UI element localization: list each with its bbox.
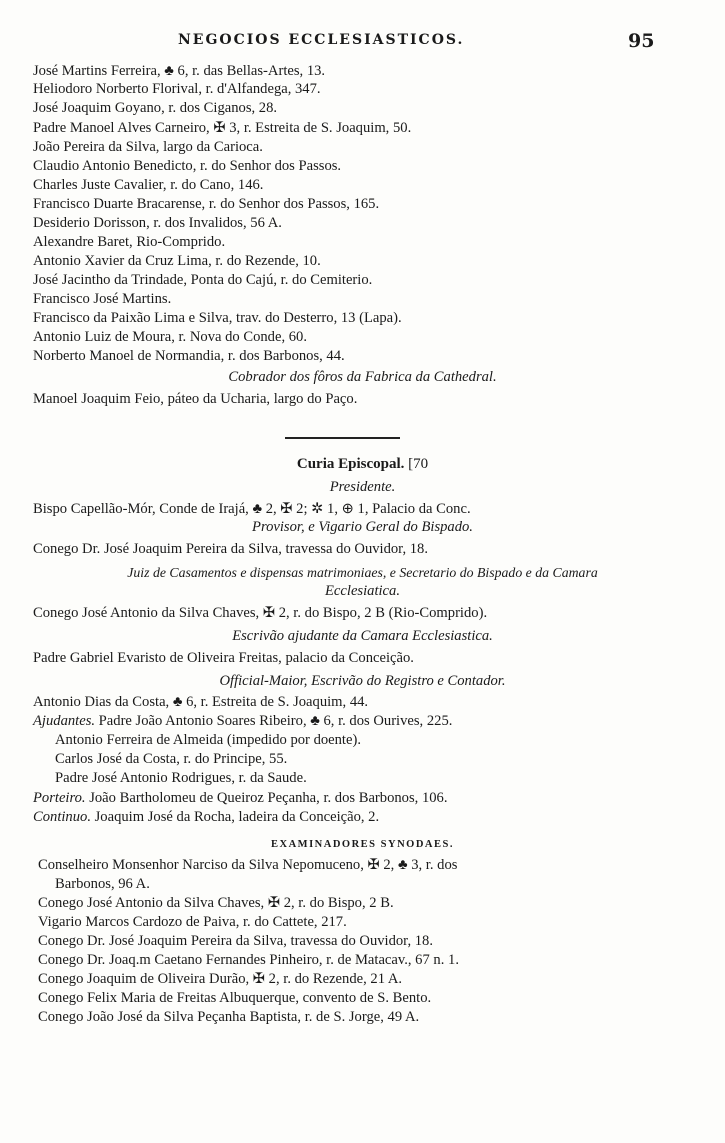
list-item: Antonio Luiz de Moura, r. Nova do Conde, 60. (33, 329, 307, 345)
running-head (0, 32, 725, 54)
list-item: José Martins Ferreira, ♣ 6, r. das Bellas-Artes, 13. (33, 63, 326, 79)
list-item: Francisco da Paixão Lima e Silva, trav. do Desterro, 13 (Lapa). (33, 310, 402, 326)
list-item: Bispo Capellão-Mór, Conde de Irajá, ♣ 2, ✠ 2; ✲ 1, ⊕ 1, Palacio da Conc. (33, 501, 471, 517)
list-item (33, 712, 452, 730)
page-number: 95 (628, 30, 655, 52)
list-item: Vigario Marcos Cardozo de Paiva, r. do Cattete, 217. (38, 914, 347, 930)
role-heading: Ecclesiatica. (325, 583, 400, 599)
list-item: Desiderio Dorisson, r. dos Invalidos, 56 A. (33, 215, 282, 231)
list-item: Conselheiro Monsenhor Narciso da Silva Nepomuceno, ✠ 2, ♣ 3, r. dos (38, 857, 458, 873)
section-heading: EXAMINADORES SYNODAES. (271, 839, 454, 850)
list-item: José Jacintho da Trindade, Ponta do Cajú, r. do Cemiterio. (33, 272, 373, 288)
section-heading (0, 455, 725, 473)
role-heading: Provisor, e Vigario Geral do Bispado. (252, 519, 473, 535)
list-item: Conego José Antonio da Silva Chaves, ✠ 2, r. do Bispo, 2 B. (38, 895, 394, 911)
list-item: Antonio Xavier da Cruz Lima, r. do Rezende, 10. (33, 253, 321, 269)
list-item: Carlos José da Costa, r. do Principe, 55. (55, 751, 288, 767)
entry-label: Continuo. (33, 809, 91, 825)
list-item: José Joaquim Goyano, r. dos Ciganos, 28. (33, 100, 278, 116)
list-item: João Pereira da Silva, largo da Carioca. (33, 139, 263, 155)
list-item (33, 808, 379, 826)
list-item: Francisco José Martins. (33, 291, 172, 307)
role-heading: Presidente. (329, 479, 396, 495)
list-item: Barbonos, 96 A. (55, 876, 150, 892)
entry-text: Joaquim José da Rocha, ladeira da Conceição, 2. (90, 809, 380, 825)
list-item: Antonio Dias da Costa, ♣ 6, r. Estreita de S. Joaquim, 44. (33, 694, 369, 710)
curia-heading: Curia Episcopal. (296, 456, 405, 472)
curia-count: [70 (408, 456, 429, 472)
list-item: Conego Dr. Joaq.m Caetano Fernandes Pinheiro, r. de Matacav., 67 n. 1. (38, 952, 459, 968)
entry-text: Padre João Antonio Soares Ribeiro, ♣ 6, r. dos Ourives, 225. (95, 713, 453, 729)
role-heading: Escrivão ajudante da Camara Ecclesiastica. (232, 628, 493, 644)
list-item: Conego João José da Silva Peçanha Baptista, r. de S. Jorge, 49 A. (38, 1009, 420, 1025)
list-item: Padre Gabriel Evaristo de Oliveira Freitas, palacio da Conceição. (33, 650, 414, 666)
entry-label: Ajudantes. (33, 713, 96, 729)
list-item: Padre Manoel Alves Carneiro, ✠ 3, r. Estreita de S. Joaquim, 50. (33, 120, 412, 136)
list-item: Charles Juste Cavalier, r. do Cano, 146. (33, 177, 264, 193)
list-item: Heliodoro Norberto Florival, r. d'Alfandega, 347. (33, 81, 321, 97)
list-item: Padre José Antonio Rodrigues, r. da Saude. (55, 770, 307, 786)
list-item: Norberto Manoel de Normandia, r. dos Barbonos, 44. (33, 348, 345, 364)
section-subheading: Cobrador dos fôros da Fabrica da Cathedral. (228, 369, 497, 385)
list-item: Antonio Ferreira de Almeida (impedido por doente). (55, 732, 361, 748)
list-item (33, 789, 448, 807)
entry-text: João Bartholomeu de Queiroz Peçanha, r. dos Barbonos, 106. (85, 790, 448, 806)
entry-label: Porteiro. (33, 790, 86, 806)
list-item: Manoel Joaquim Feio, páteo da Ucharia, largo do Paço. (33, 391, 358, 407)
role-heading: Official-Maior, Escrivão do Registro e Contador. (219, 673, 506, 689)
list-item: Alexandre Baret, Rio-Comprido. (33, 234, 226, 250)
list-item: Conego Dr. José Joaquim Pereira da Silva, travessa do Ouvidor, 18. (38, 933, 433, 949)
list-item: Conego Dr. José Joaquim Pereira da Silva, travessa do Ouvidor, 18. (33, 541, 428, 557)
role-heading: Juiz de Casamentos e dispensas matrimoniaes, e Secretario do Bispado e da Camara (127, 565, 598, 580)
list-item: Conego José Antonio da Silva Chaves, ✠ 2, r. do Bispo, 2 B (Rio-Comprido). (33, 605, 488, 621)
list-item: Francisco Duarte Bracarense, r. do Senhor dos Passos, 165. (33, 196, 380, 212)
list-item: Conego Felix Maria de Freitas Albuquerque, convento de S. Bento. (38, 990, 432, 1006)
list-item: Claudio Antonio Benedicto, r. do Senhor dos Passos. (33, 158, 342, 174)
running-title: NEGOCIOS ECCLESIASTICOS. (178, 32, 465, 48)
list-item: Conego Joaquim de Oliveira Durão, ✠ 2, r. do Rezende, 21 A. (38, 971, 403, 987)
section-divider (285, 437, 400, 439)
